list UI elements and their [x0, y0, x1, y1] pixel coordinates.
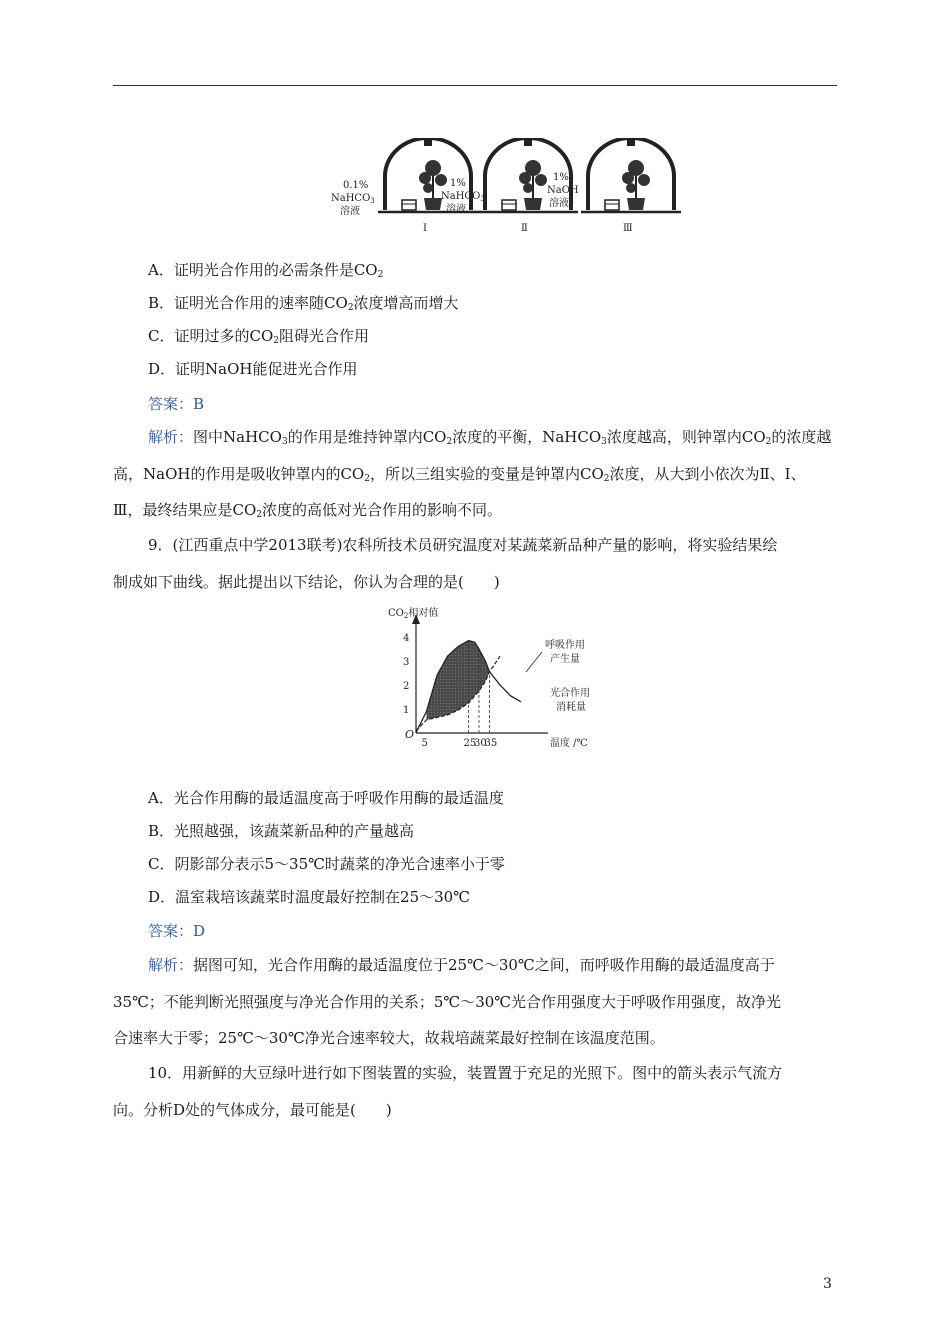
q9-explanation-line2: 35℃；不能判断光照强度与净光合作用的关系；5℃～30℃光合作用强度大于呼吸作用强度，故净光	[113, 993, 782, 1011]
q10-stem-line1: 10．用新鲜的大豆绿叶进行如下图装置的实验，装置置于充足的光照下。图中的箭头表示气流方	[148, 1064, 783, 1082]
legend-photosynthesis-line1: 光合作用	[550, 688, 590, 699]
y-tick-label: 2	[403, 681, 410, 692]
x-tick-label: 5	[421, 738, 428, 749]
legend-respiration-line2: 产生量	[550, 654, 580, 665]
q8-option-b: B．证明光合作用的速率随$CO_2$浓度增高而增大	[148, 294, 459, 313]
jar3-sol: 溶液	[549, 198, 569, 209]
jar3-num: Ⅲ	[623, 223, 633, 234]
x-axis-label: 温度 /℃	[550, 738, 588, 749]
page-number: 3	[823, 1276, 832, 1292]
jar2-chem: NaHCO$_3$	[441, 191, 485, 203]
jar1-sol: 溶液	[340, 206, 360, 217]
temperature-co2-chart	[370, 600, 620, 750]
q10-stem-line2: 向。分析D处的气体成分，最可能是( )	[113, 1101, 392, 1119]
bell-jar-figure	[325, 138, 685, 238]
jar3-chem: NaOH	[547, 185, 579, 196]
jar2-conc: 1%	[450, 178, 466, 189]
q8-option-c: C．证明过多的$CO_2$阻碍光合作用	[148, 327, 370, 346]
bell-jar-3	[581, 138, 681, 212]
jar2-sol: 溶液	[446, 204, 466, 215]
header-rule	[113, 85, 837, 86]
q8-option-a: A．证明光合作用的必需条件是$CO_2$	[148, 261, 384, 280]
q9-explanation-line3: 合速率大于零；25℃～30℃净光合速率较大，故栽培蔬菜最好控制在该温度范围。	[113, 1029, 665, 1047]
y-tick-label: 1	[403, 705, 410, 716]
y-tick-label: 4	[403, 633, 410, 644]
q9-option-d: D．温室栽培该蔬菜时温度最好控制在25～30℃	[148, 888, 470, 906]
legend-respiration-line1: 呼吸作用	[545, 640, 585, 651]
y-tick-label: 3	[403, 657, 410, 668]
q9-option-c: C．阴影部分表示5～35℃时蔬菜的净光合速率小于零	[148, 855, 505, 873]
q8-explanation-line2: 高，NaOH的作用是吸收钟罩内的$CO_2$，所以三组实验的变量是钟罩内$CO_2$浓度，从大到小依次为Ⅱ、Ⅰ、	[113, 465, 806, 484]
jar1-num: Ⅰ	[423, 223, 427, 234]
q9-answer: 答案：D	[148, 922, 206, 940]
q9-stem-line2: 制成如下曲线。据此提出以下结论，你认为合理的是( )	[113, 573, 500, 591]
q8-answer: 答案：B	[148, 395, 205, 413]
x-tick-label: 35	[484, 738, 498, 749]
q8-explanation-line3: Ⅲ，最终结果应是$CO_2$浓度的高低对光合作用的影响不同。	[113, 501, 502, 520]
q8-explanation-line1: 解析：图中NaHCO$_3$的作用是维持钟罩内$CO_2$浓度的平衡，NaHCO$_3$浓度越高，则钟罩内$CO_2$的浓度越	[148, 428, 832, 447]
y-axis-label: $CO_2$相对值	[388, 608, 439, 620]
origin-label: O	[405, 728, 415, 741]
q9-explanation-line1: 解析：据图可知，光合作用酶的最适温度位于25℃～30℃之间，而呼吸作用酶的最适温度高于	[148, 956, 775, 974]
jar1-conc: 0.1%	[343, 180, 369, 191]
jar1-chem: NaHCO$_3$	[331, 193, 375, 205]
x-tick-label: 30	[474, 738, 487, 749]
x-tick-label: 25	[463, 738, 477, 749]
legend-photosynthesis-line2: 消耗量	[556, 702, 586, 713]
q9-stem-line1: 9．(江西重点中学2013联考)农科所技术员研究温度对某蔬菜新品种产量的影响，将实验结果绘	[148, 536, 778, 554]
legend-respiration-leader	[526, 652, 542, 672]
q9-option-a: A．光合作用酶的最适温度高于呼吸作用酶的最适温度	[148, 789, 504, 807]
q8-option-d: D．证明NaOH能促进光合作用	[148, 360, 358, 378]
jar3-conc: 1%	[553, 172, 569, 183]
jar2-num: Ⅱ	[521, 223, 528, 234]
q9-option-b: B．光照越强，该蔬菜新品种的产量越高	[148, 822, 415, 840]
